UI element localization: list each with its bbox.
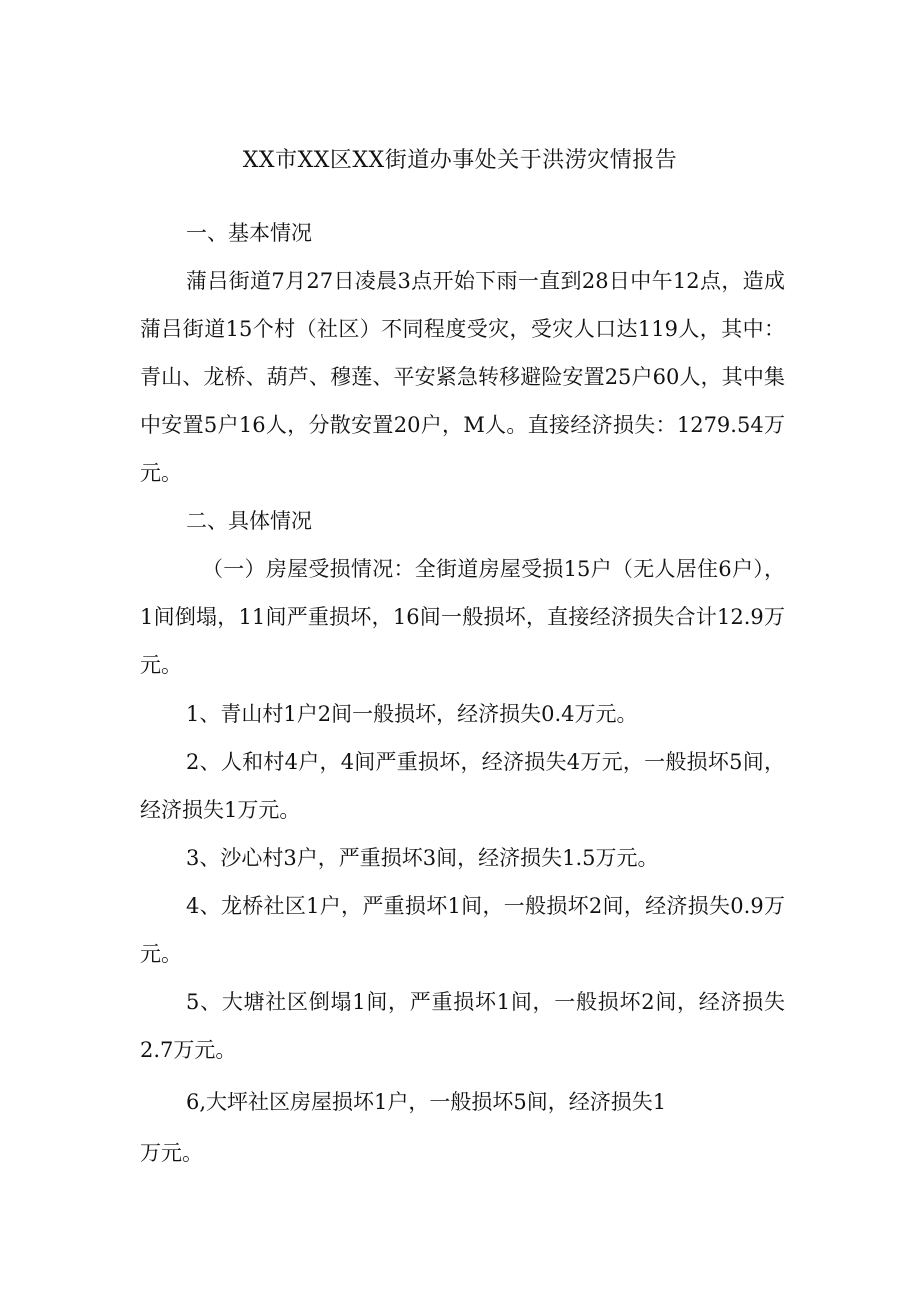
document-title: XX市XX区XX街道办事处关于洪涝灾情报告 [242, 148, 678, 173]
section-heading-basic: 一、基本情况 [186, 221, 312, 245]
list-item: 1、青山村1户2间一般损坏，经济损失0.4万元。 [186, 702, 638, 726]
list-item: 5、大塘社区倒塌1间，严重损坏1间，一般损坏2间，经济损失2.7万元。 [140, 990, 785, 1062]
list-item: 3、沙心村3户，严重损坏3间，经济损失1.5万元。 [186, 846, 659, 870]
list-item: 4、龙桥社区1户，严重损坏1间，一般损坏2间，经济损失0.9万元。 [140, 894, 785, 966]
list-item-continuation: 万元。 [140, 1141, 203, 1165]
section-heading-details: 二、具体情况 [186, 509, 312, 533]
section-body-basic: 蒲吕街道7月27日凌晨3点开始下雨一直到28日中午12点，造成蒲吕街道15个村（社区）不同程度受灾，受灾人口达119人，其中：青山、龙桥、葫芦、穆莲、平安紧急转移避险安置25户60人，其中集中安置5户16人，分散安置20户，M人。直接经济损失：1279.54万元。 [140, 269, 785, 485]
list-item: 2、人和村4户，4间严重损坏，经济损失4万元，一般损坏5间，经济损失1万元。 [140, 750, 785, 822]
subsection-housing-damage: （一）房屋受损情况：全街道房屋受损15户（无人居住6户），1间倒塌，11间严重损坏，16间一般损坏，直接经济损失合计12.9万元。 [140, 557, 785, 677]
list-item: 6,大坪社区房屋损坏1户，一般损坏5间，经济损失1 [186, 1090, 667, 1114]
